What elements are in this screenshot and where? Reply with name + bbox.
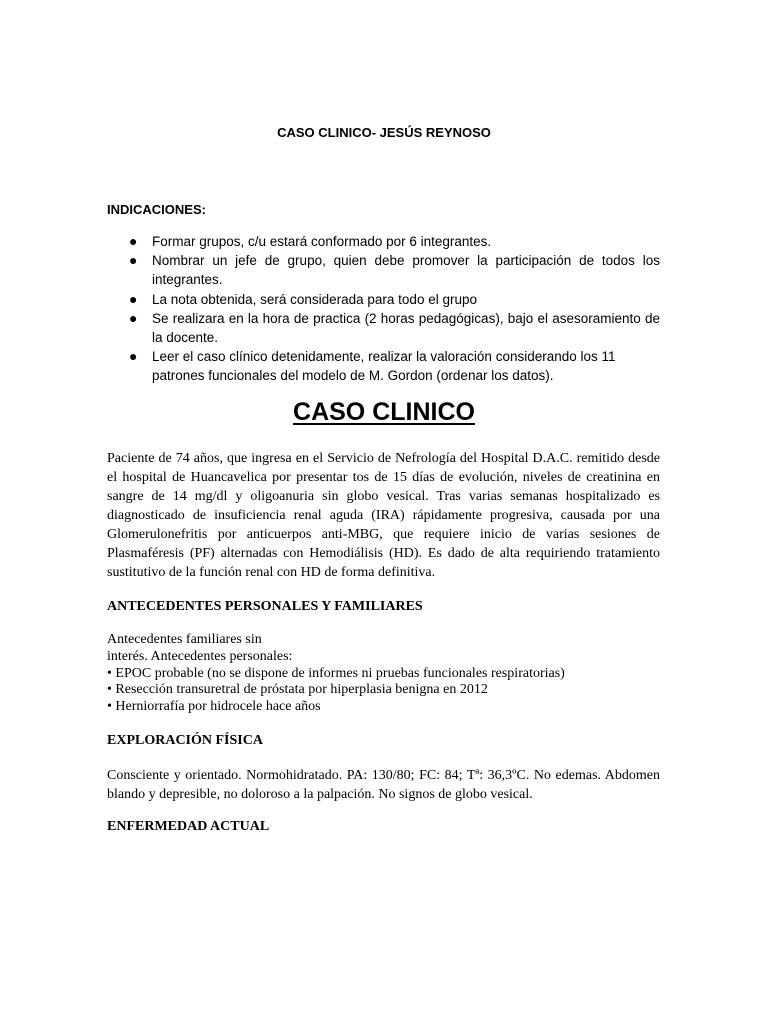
bullet-icon: ● [129, 290, 138, 307]
bullet-icon: ● [129, 348, 138, 365]
antecedentes-line: Antecedentes familiares sin [107, 632, 262, 647]
list-item-text: Leer el caso clínico detenidamente, realizar la valoración considerando los 11 patrones funcionales del modelo de M. Gordon (ordenar los datos). [152, 349, 616, 384]
list-item-text: Nombrar un jefe de grupo, quien debe promover la participación de todos los integrantes. [152, 253, 660, 288]
antecedentes-line: • Herniorrafía por hidrocele hace años [107, 699, 321, 715]
exploracion-paragraph: Consciente y orientado. Normohidratado. PA: 130/80; FC: 84; Tª: 36,3ºC. No edemas. Abdomen blando y depresible, no doloroso a la palpación. No signos de globo vesical. [107, 768, 660, 802]
list-item [107, 251, 660, 289]
list-item-text: Formar grupos, c/u estará conformado por 6 integrantes. [152, 234, 492, 249]
list-item-text: La nota obtenida, será considerada para todo el grupo [152, 291, 477, 307]
list-item [107, 347, 660, 385]
list-item [107, 290, 660, 309]
antecedentes-line: • EPOC probable (no se dispone de informes ni pruebas funcionales respiratorias) [107, 665, 565, 681]
case-title: CASO CLINICO [293, 398, 475, 426]
case-paragraph: Paciente de 74 años, que ingresa en el Servicio de Nefrología del Hospital D.A.C. remitido desde el hospital de Huancavelica por presentar tos de 15 días de evolución, niveles de creatinina en sangre de 14 mg/dl y oligoanuria sin globo vesical. Tras varias semanas hospitalizado es diagnosticado de insuficiencia renal aguda (IRA) rápidamente progresiva, causada por una Glomerulonefritis por anticuerpos anti-MBG, que requiere inicio de varias sesiones de Plasmaféresis (PF) alternadas con Hemodiálisis (HD). Es dado de alta requiriendo tratamiento sustitutivo de la función renal con HD de forma definitiva. [107, 451, 660, 580]
indicaciones-list [107, 232, 660, 386]
indicaciones-heading: INDICACIONES: [107, 202, 206, 217]
document-title: CASO CLINICO- JESÚS REYNOSO [277, 125, 491, 140]
list-item-text: Se realizara en la hora de practica (2 horas pedagógicas), bajo el asesoramiento de la docente. [152, 310, 660, 346]
bullet-icon: ● [129, 233, 138, 249]
antecedentes-heading: ANTECEDENTES PERSONALES Y FAMILIARES [107, 599, 423, 614]
list-item [107, 309, 660, 347]
antecedentes-line: • Resección transuretral de próstata por hiperplasia benigna en 2012 [107, 682, 488, 698]
antecedentes-line: interés. Antecedentes personales: [107, 648, 293, 664]
bullet-icon: ● [129, 309, 138, 326]
enfermedad-actual-heading: ENFERMEDAD ACTUAL [107, 819, 270, 834]
bullet-icon: ● [129, 252, 138, 269]
exploracion-heading: EXPLORACIÓN FÍSICA [107, 733, 263, 748]
antecedentes-block [107, 632, 660, 716]
list-item [107, 232, 660, 251]
